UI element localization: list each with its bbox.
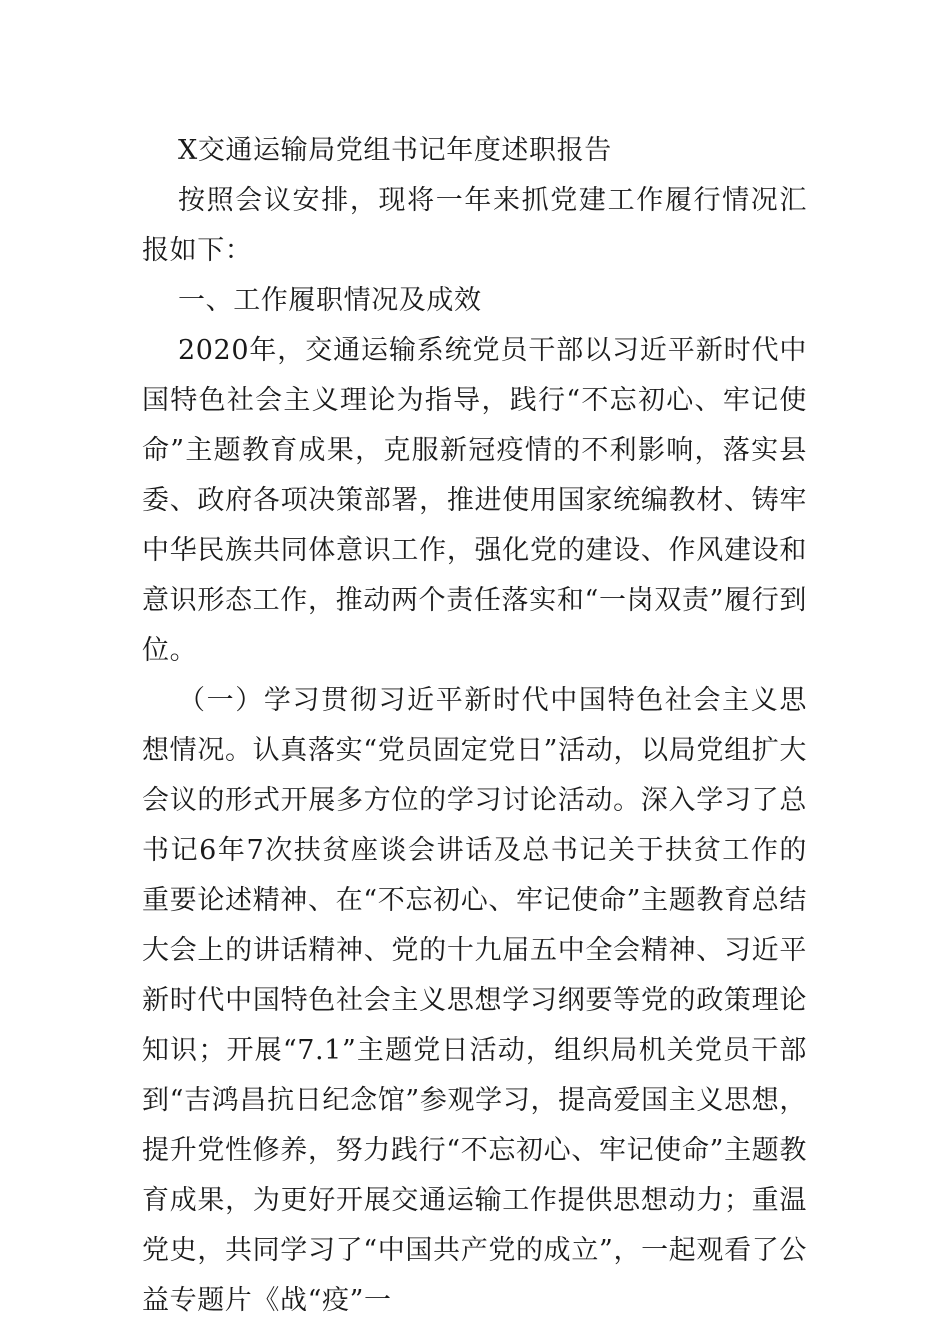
intro-paragraph: 按照会议安排，现将一年来抓党建工作履行情况汇报如下： <box>142 185 807 266</box>
body-paragraph-2: （一）学习贯彻习近平新时代中国特色社会主义思想情况。认真落实“党员固定党日”活动，以局党组扩大会议的形式开展多方位的学习讨论活动。深入学习了总书记6年7次扶贫座谈会讲话及总书记关于扶贫工作的重要论述精神、在“不忘初心、牢记使命”主题教育总结大会上的讲话精神、党的十九届五中全会精神、习近平新时代中国特色社会主义思想学习纲要等党的政策理论知识；开展“7.1”主题党日活动，组织局机关党员干部到“吉鸿昌抗日纪念馆”参观学习，提高爱国主义思想，提升党性修养，努力践行“不忘初心、牢记使命”主题教育成果，为更好开展交通运输工作提供思想动力；重温党史，共同学习了“中国共产党的成立”，一起观看了公益专题片《战“疫”一 <box>142 685 807 1316</box>
body-paragraph-1: 2020年，交通运输系统党员干部以习近平新时代中国特色社会主义理论为指导，践行“不忘初心、牢记使命”主题教育成果，克服新冠疫情的不利影响，落实县委、政府各项决策部署，推进使用国家统编教材、铸牢中华民族共同体意识工作，强化党的建设、作风建设和意识形态工作，推动两个责任落实和“一岗双责”履行到位。 <box>142 335 807 666</box>
document-body <box>142 126 807 1326</box>
document-title: X交通运输局党组书记年度述职报告 <box>178 135 612 166</box>
section-heading: 一、工作履职情况及成效 <box>178 285 482 316</box>
